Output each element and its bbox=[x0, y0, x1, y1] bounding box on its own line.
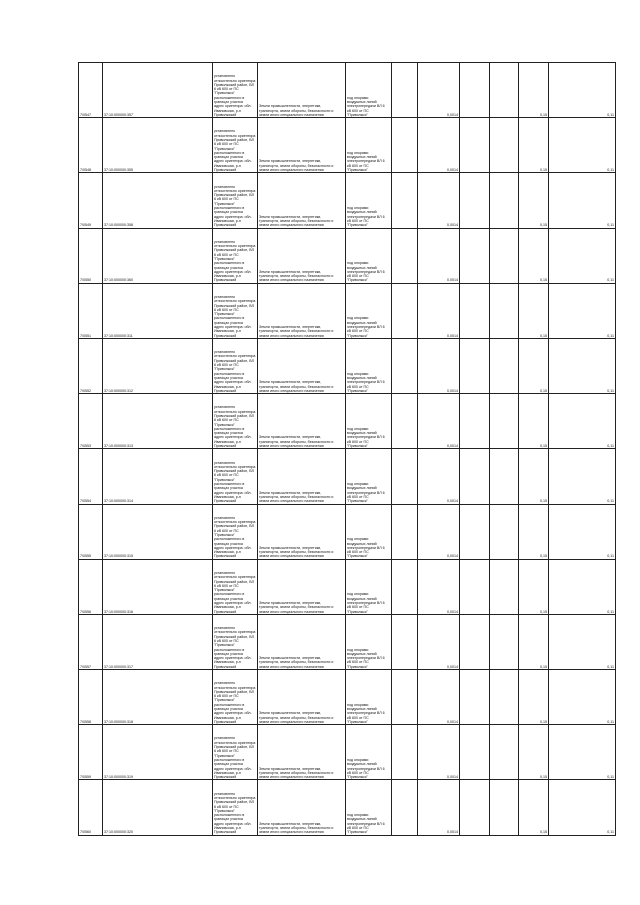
value-cell: 0,15 bbox=[519, 449, 549, 504]
location-cell: установлено относительно ориентира Приволжский район, ВЛ 6 кВ 600 от ПС "Приволжск" расположенного в границах участка адрес ориентира: обл. Ивановская, р-н Приволжский bbox=[213, 283, 258, 338]
area-cell: 0,0014 bbox=[418, 449, 460, 504]
row-number-cell: 7/0559 bbox=[79, 725, 103, 780]
table-row bbox=[79, 725, 616, 780]
empty-cell bbox=[490, 118, 519, 173]
empty-cell bbox=[392, 670, 418, 725]
permitted-use-cell: под опорами воздушных линий электропередачи ВЛ 6 кВ 600 от ПС "Приволжск" bbox=[346, 394, 392, 449]
cadastral-number-cell: 37:10:000000:311 bbox=[103, 283, 213, 338]
value-cell: 0,11 bbox=[549, 449, 616, 504]
table-row bbox=[79, 559, 616, 614]
location-cell: установлено относительно ориентира Приволжский район, ВЛ 6 кВ 600 от ПС "Приволжск" расположенного в границах участка адрес ориентира: обл. Ивановская, р-н Приволжский bbox=[213, 394, 258, 449]
permitted-use-cell: под опорами воздушных линий электропередачи ВЛ 6 кВ 600 от ПС "Приволжск" bbox=[346, 559, 392, 614]
table-row bbox=[79, 504, 616, 559]
land-category-cell: Земли промышленности, энергетики, транспорта, земли обороны, безопасности и земли иного специального назначения bbox=[258, 338, 346, 393]
empty-cell bbox=[490, 780, 519, 835]
row-number-cell: 7/0552 bbox=[79, 338, 103, 393]
permitted-use-cell: под опорами воздушных линий электропередачи ВЛ 6 кВ 600 от ПС "Приволжск" bbox=[346, 725, 392, 780]
empty-cell bbox=[460, 118, 490, 173]
cadastral-number-cell: 37:10:000000:318 bbox=[103, 670, 213, 725]
land-category-cell: Земли промышленности, энергетики, транспорта, земли обороны, безопасности и земли иного специального назначения bbox=[258, 614, 346, 669]
cadastral-number-cell: 37:10:000000:315 bbox=[103, 504, 213, 559]
empty-cell bbox=[490, 614, 519, 669]
cadastral-number-cell: 37:10:000000:358 bbox=[103, 173, 213, 228]
table-row bbox=[79, 449, 616, 504]
row-number-cell: 7/0554 bbox=[79, 449, 103, 504]
area-cell: 0,0014 bbox=[418, 283, 460, 338]
table-row bbox=[79, 338, 616, 393]
row-number-cell: 7/0551 bbox=[79, 283, 103, 338]
empty-cell bbox=[392, 228, 418, 283]
land-category-cell: Земли промышленности, энергетики, транспорта, земли обороны, безопасности и земли иного специального назначения bbox=[258, 394, 346, 449]
empty-cell bbox=[460, 670, 490, 725]
land-category-cell: Земли промышленности, энергетики, транспорта, земли обороны, безопасности и земли иного специального назначения bbox=[258, 725, 346, 780]
cadastral-number-cell: 37:10:000000:357 bbox=[103, 63, 213, 118]
value-cell: 0,15 bbox=[519, 338, 549, 393]
empty-cell bbox=[490, 559, 519, 614]
empty-cell bbox=[490, 63, 519, 118]
table-row bbox=[79, 670, 616, 725]
value-cell: 0,11 bbox=[549, 670, 616, 725]
location-cell: установлено относительно ориентира Приволжский район, ВЛ 6 кВ 600 от ПС "Приволжск" расположенного в границах участка адрес ориентира: обл. Ивановская, р-н Приволжский bbox=[213, 118, 258, 173]
empty-cell bbox=[490, 173, 519, 228]
table-row bbox=[79, 228, 616, 283]
table-row bbox=[79, 63, 616, 118]
empty-cell bbox=[460, 504, 490, 559]
land-category-cell: Земли промышленности, энергетики, транспорта, земли обороны, безопасности и земли иного специального назначения bbox=[258, 173, 346, 228]
location-cell: установлено относительно ориентира Приволжский район, ВЛ 6 кВ 600 от ПС "Приволжск" расположенного в границах участка адрес ориентира: обл. Ивановская, р-н Приволжский bbox=[213, 670, 258, 725]
land-category-cell: Земли промышленности, энергетики, транспорта, земли обороны, безопасности и земли иного специального назначения bbox=[258, 228, 346, 283]
empty-cell bbox=[392, 449, 418, 504]
location-cell: установлено относительно ориентира Приволжский район, ВЛ 6 кВ 600 от ПС "Приволжск" расположенного в границах участка адрес ориентира: обл. Ивановская, р-н Приволжский bbox=[213, 780, 258, 835]
value-cell: 0,11 bbox=[549, 394, 616, 449]
area-cell: 0,0014 bbox=[418, 559, 460, 614]
table-row bbox=[79, 173, 616, 228]
location-cell: установлено относительно ориентира Приволжский район, ВЛ 6 кВ 600 от ПС "Приволжск" расположенного в границах участка адрес ориентира: обл. Ивановская, р-н Приволжский bbox=[213, 614, 258, 669]
land-category-cell: Земли промышленности, энергетики, транспорта, земли обороны, безопасности и земли иного специального назначения bbox=[258, 780, 346, 835]
row-number-cell: 7/0549 bbox=[79, 173, 103, 228]
row-number-cell: 7/0557 bbox=[79, 614, 103, 669]
empty-cell bbox=[460, 725, 490, 780]
value-cell: 0,11 bbox=[549, 504, 616, 559]
empty-cell bbox=[490, 394, 519, 449]
location-cell: установлено относительно ориентира Приволжский район, ВЛ 6 кВ 600 от ПС "Приволжск" расположенного в границах участка адрес ориентира: обл. Ивановская, р-н Приволжский bbox=[213, 63, 258, 118]
empty-cell bbox=[490, 449, 519, 504]
permitted-use-cell: под опорами воздушных линий электропередачи ВЛ 6 кВ 600 от ПС "Приволжск" bbox=[346, 338, 392, 393]
empty-cell bbox=[460, 559, 490, 614]
location-cell: установлено относительно ориентира Приволжский район, ВЛ 6 кВ 600 от ПС "Приволжск" расположенного в границах участка адрес ориентира: обл. Ивановская, р-н Приволжский bbox=[213, 559, 258, 614]
value-cell: 0,11 bbox=[549, 63, 616, 118]
table-row bbox=[79, 118, 616, 173]
value-cell: 0,11 bbox=[549, 725, 616, 780]
value-cell: 0,15 bbox=[519, 504, 549, 559]
empty-cell bbox=[490, 338, 519, 393]
permitted-use-cell: под опорами воздушных линий электропередачи ВЛ 6 кВ 600 от ПС "Приволжск" bbox=[346, 118, 392, 173]
empty-cell bbox=[460, 780, 490, 835]
cadastral-number-cell: 37:10:000000:312 bbox=[103, 338, 213, 393]
row-number-cell: 7/0547 bbox=[79, 63, 103, 118]
empty-cell bbox=[392, 725, 418, 780]
permitted-use-cell: под опорами воздушных линий электропередачи ВЛ 6 кВ 600 от ПС "Приволжск" bbox=[346, 504, 392, 559]
row-number-cell: 7/0550 bbox=[79, 228, 103, 283]
land-category-cell: Земли промышленности, энергетики, транспорта, земли обороны, безопасности и земли иного специального назначения bbox=[258, 63, 346, 118]
location-cell: установлено относительно ориентира Приволжский район, ВЛ 6 кВ 600 от ПС "Приволжск" расположенного в границах участка адрес ориентира: обл. Ивановская, р-н Приволжский bbox=[213, 504, 258, 559]
area-cell: 0,0014 bbox=[418, 228, 460, 283]
permitted-use-cell: под опорами воздушных линий электропередачи ВЛ 6 кВ 600 от ПС "Приволжск" bbox=[346, 173, 392, 228]
area-cell: 0,0014 bbox=[418, 504, 460, 559]
value-cell: 0,11 bbox=[549, 118, 616, 173]
cadastral-number-cell: 37:10:000000:360 bbox=[103, 228, 213, 283]
area-cell: 0,0014 bbox=[418, 338, 460, 393]
value-cell: 0,15 bbox=[519, 559, 549, 614]
area-cell: 0,0014 bbox=[418, 118, 460, 173]
empty-cell bbox=[460, 63, 490, 118]
cadastral-number-cell: 37:10:000000:355 bbox=[103, 118, 213, 173]
location-cell: установлено относительно ориентира Приволжский район, ВЛ 6 кВ 600 от ПС "Приволжск" расположенного в границах участка адрес ориентира: обл. Ивановская, р-н Приволжский bbox=[213, 228, 258, 283]
cadastral-number-cell: 37:10:000000:316 bbox=[103, 559, 213, 614]
permitted-use-cell: под опорами воздушных линий электропередачи ВЛ 6 кВ 600 от ПС "Приволжск" bbox=[346, 780, 392, 835]
value-cell: 0,15 bbox=[519, 173, 549, 228]
area-cell: 0,0014 bbox=[418, 670, 460, 725]
row-number-cell: 7/0558 bbox=[79, 670, 103, 725]
area-cell: 0,0014 bbox=[418, 780, 460, 835]
cadastral-number-cell: 37:10:000000:319 bbox=[103, 725, 213, 780]
cadastral-number-cell: 37:10:000000:320 bbox=[103, 780, 213, 835]
land-category-cell: Земли промышленности, энергетики, транспорта, земли обороны, безопасности и земли иного специального назначения bbox=[258, 559, 346, 614]
empty-cell bbox=[460, 338, 490, 393]
empty-cell bbox=[460, 449, 490, 504]
empty-cell bbox=[460, 173, 490, 228]
permitted-use-cell: под опорами воздушных линий электропередачи ВЛ 6 кВ 600 от ПС "Приволжск" bbox=[346, 449, 392, 504]
area-cell: 0,0014 bbox=[418, 394, 460, 449]
value-cell: 0,15 bbox=[519, 63, 549, 118]
empty-cell bbox=[392, 559, 418, 614]
empty-cell bbox=[392, 614, 418, 669]
land-category-cell: Земли промышленности, энергетики, транспорта, земли обороны, безопасности и земли иного специального назначения bbox=[258, 670, 346, 725]
value-cell: 0,15 bbox=[519, 780, 549, 835]
value-cell: 0,11 bbox=[549, 173, 616, 228]
permitted-use-cell: под опорами воздушных линий электропередачи ВЛ 6 кВ 600 от ПС "Приволжск" bbox=[346, 614, 392, 669]
empty-cell bbox=[490, 228, 519, 283]
value-cell: 0,15 bbox=[519, 283, 549, 338]
area-cell: 0,0014 bbox=[418, 725, 460, 780]
empty-cell bbox=[490, 283, 519, 338]
empty-cell bbox=[490, 504, 519, 559]
value-cell: 0,15 bbox=[519, 228, 549, 283]
row-number-cell: 7/0560 bbox=[79, 780, 103, 835]
location-cell: установлено относительно ориентира Приволжский район, ВЛ 6 кВ 600 от ПС "Приволжск" расположенного в границах участка адрес ориентира: обл. Ивановская, р-н Приволжский bbox=[213, 449, 258, 504]
value-cell: 0,15 bbox=[519, 614, 549, 669]
cadastral-number-cell: 37:10:000000:313 bbox=[103, 394, 213, 449]
empty-cell bbox=[460, 283, 490, 338]
empty-cell bbox=[392, 173, 418, 228]
row-number-cell: 7/0556 bbox=[79, 559, 103, 614]
row-number-cell: 7/0548 bbox=[79, 118, 103, 173]
area-cell: 0,0014 bbox=[418, 614, 460, 669]
area-cell: 0,0014 bbox=[418, 63, 460, 118]
empty-cell bbox=[392, 504, 418, 559]
row-number-cell: 7/0555 bbox=[79, 504, 103, 559]
empty-cell bbox=[392, 394, 418, 449]
cadastral-number-cell: 37:10:000000:317 bbox=[103, 614, 213, 669]
land-plots-table bbox=[78, 62, 616, 836]
land-category-cell: Земли промышленности, энергетики, транспорта, земли обороны, безопасности и земли иного специального назначения bbox=[258, 283, 346, 338]
empty-cell bbox=[392, 780, 418, 835]
value-cell: 0,15 bbox=[519, 394, 549, 449]
value-cell: 0,11 bbox=[549, 228, 616, 283]
land-category-cell: Земли промышленности, энергетики, транспорта, земли обороны, безопасности и земли иного специального назначения bbox=[258, 504, 346, 559]
permitted-use-cell: под опорами воздушных линий электропередачи ВЛ 6 кВ 600 от ПС "Приволжск" bbox=[346, 283, 392, 338]
location-cell: установлено относительно ориентира Приволжский район, ВЛ 6 кВ 600 от ПС "Приволжск" расположенного в границах участка адрес ориентира: обл. Ивановская, р-н Приволжский bbox=[213, 173, 258, 228]
location-cell: установлено относительно ориентира Приволжский район, ВЛ 6 кВ 600 от ПС "Приволжск" расположенного в границах участка адрес ориентира: обл. Ивановская, р-н Приволжский bbox=[213, 725, 258, 780]
value-cell: 0,11 bbox=[549, 338, 616, 393]
permitted-use-cell: под опорами воздушных линий электропередачи ВЛ 6 кВ 600 от ПС "Приволжск" bbox=[346, 228, 392, 283]
empty-cell bbox=[392, 118, 418, 173]
value-cell: 0,11 bbox=[549, 559, 616, 614]
empty-cell bbox=[392, 338, 418, 393]
empty-cell bbox=[490, 725, 519, 780]
value-cell: 0,11 bbox=[549, 283, 616, 338]
value-cell: 0,11 bbox=[549, 780, 616, 835]
permitted-use-cell: под опорами воздушных линий электропередачи ВЛ 6 кВ 600 от ПС "Приволжск" bbox=[346, 63, 392, 118]
empty-cell bbox=[490, 670, 519, 725]
land-category-cell: Земли промышленности, энергетики, транспорта, земли обороны, безопасности и земли иного специального назначения bbox=[258, 118, 346, 173]
table-row bbox=[79, 394, 616, 449]
table-row bbox=[79, 614, 616, 669]
table-row bbox=[79, 283, 616, 338]
table-row bbox=[79, 780, 616, 835]
empty-cell bbox=[392, 283, 418, 338]
row-number-cell: 7/0553 bbox=[79, 394, 103, 449]
location-cell: установлено относительно ориентира Приволжский район, ВЛ 6 кВ 600 от ПС "Приволжск" расположенного в границах участка адрес ориентира: обл. Ивановская, р-н Приволжский bbox=[213, 338, 258, 393]
cadastral-number-cell: 37:10:000000:314 bbox=[103, 449, 213, 504]
value-cell: 0,15 bbox=[519, 725, 549, 780]
empty-cell bbox=[460, 394, 490, 449]
value-cell: 0,15 bbox=[519, 118, 549, 173]
land-category-cell: Земли промышленности, энергетики, транспорта, земли обороны, безопасности и земли иного специального назначения bbox=[258, 449, 346, 504]
value-cell: 0,15 bbox=[519, 670, 549, 725]
empty-cell bbox=[460, 614, 490, 669]
empty-cell bbox=[392, 63, 418, 118]
value-cell: 0,11 bbox=[549, 614, 616, 669]
empty-cell bbox=[460, 228, 490, 283]
area-cell: 0,0014 bbox=[418, 173, 460, 228]
permitted-use-cell: под опорами воздушных линий электропередачи ВЛ 6 кВ 600 от ПС "Приволжск" bbox=[346, 670, 392, 725]
